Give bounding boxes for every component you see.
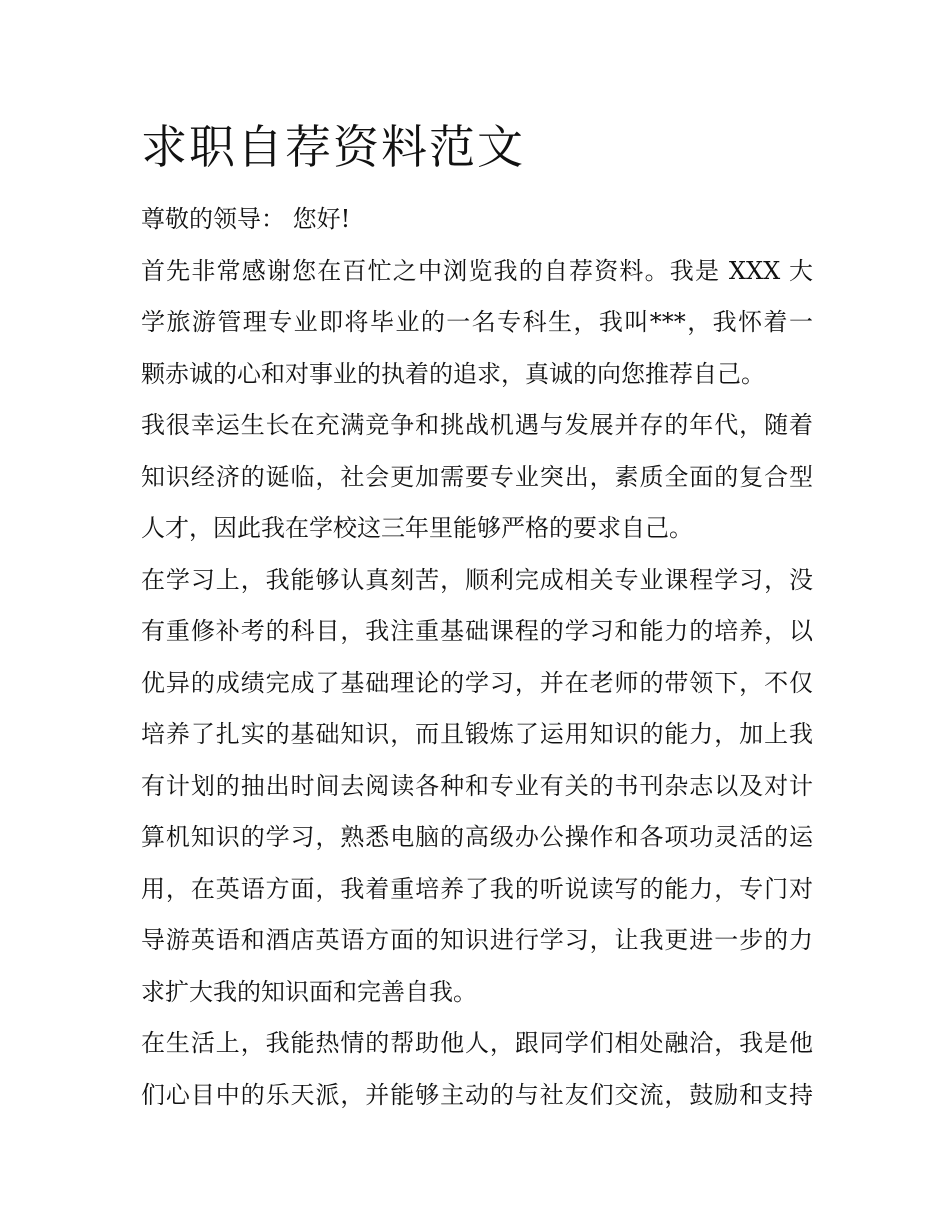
paragraph-line: 优异的成绩完成了基础理论的学习，并在老师的带领下，不仅	[141, 668, 813, 697]
paragraph-line: 学旅游管理专业即将毕业的一名专科生，我叫***，我怀着一	[141, 308, 813, 336]
paragraph-line: 知识经济的诞临，社会更加需要专业突出，素质全面的复合型	[141, 462, 813, 491]
document-title: 求职自荐资料范文	[141, 120, 525, 174]
greeting	[141, 194, 813, 246]
paragraph-line: 培养了扎实的基础知识，而且锻炼了运用知识的能力，加上我	[141, 720, 813, 748]
paragraph-line: 颗赤诚的心和对事业的执着的追求，真诚的向您推荐自己。	[141, 359, 765, 388]
paragraph-study	[141, 555, 813, 1019]
document-page	[141, 108, 813, 1121]
paragraph-line: 有重修补考的科目，我注重基础课程的学习和能力的培养，以	[141, 617, 813, 645]
paragraph-line: 人才，因此我在学校这三年里能够严格的要求自己。	[141, 514, 693, 542]
paragraph-background	[141, 400, 813, 555]
paragraph-line: 求扩大我的知识面和完善自我。	[141, 977, 477, 1006]
paragraph-line: 在生活上，我能热情的帮助他人，跟同学们相处融洽，我是他	[141, 1029, 813, 1057]
paragraph-line: 们心目中的乐天派，并能够主动的与社友们交流，鼓励和支持	[141, 1080, 813, 1109]
paragraph-line: 首先非常感谢您在百忙之中浏览我的自荐资料。我是 XXX 大	[141, 256, 813, 285]
paragraph-line: 用，在英语方面，我着重培养了我的听说读写的能力，专门对	[141, 874, 813, 903]
paragraph-line: 算机知识的学习，熟悉电脑的高级办公操作和各项功灵活的运	[141, 823, 813, 851]
paragraph-life	[141, 1018, 813, 1121]
paragraph-line: 在学习上，我能够认真刻苦，顺利完成相关专业课程学习，没	[141, 565, 813, 594]
paragraph-intro	[141, 246, 813, 401]
paragraph-line: 有计划的抽出时间去阅读各种和专业有关的书刊杂志以及对计	[141, 771, 813, 800]
greeting-line: 尊敬的领导： 您好!	[141, 205, 351, 233]
paragraph-line: 导游英语和酒店英语方面的知识进行学习，让我更进一步的力	[141, 926, 813, 954]
paragraph-line: 我很幸运生长在充满竞争和挑战机遇与发展并存的年代，随着	[141, 411, 813, 439]
